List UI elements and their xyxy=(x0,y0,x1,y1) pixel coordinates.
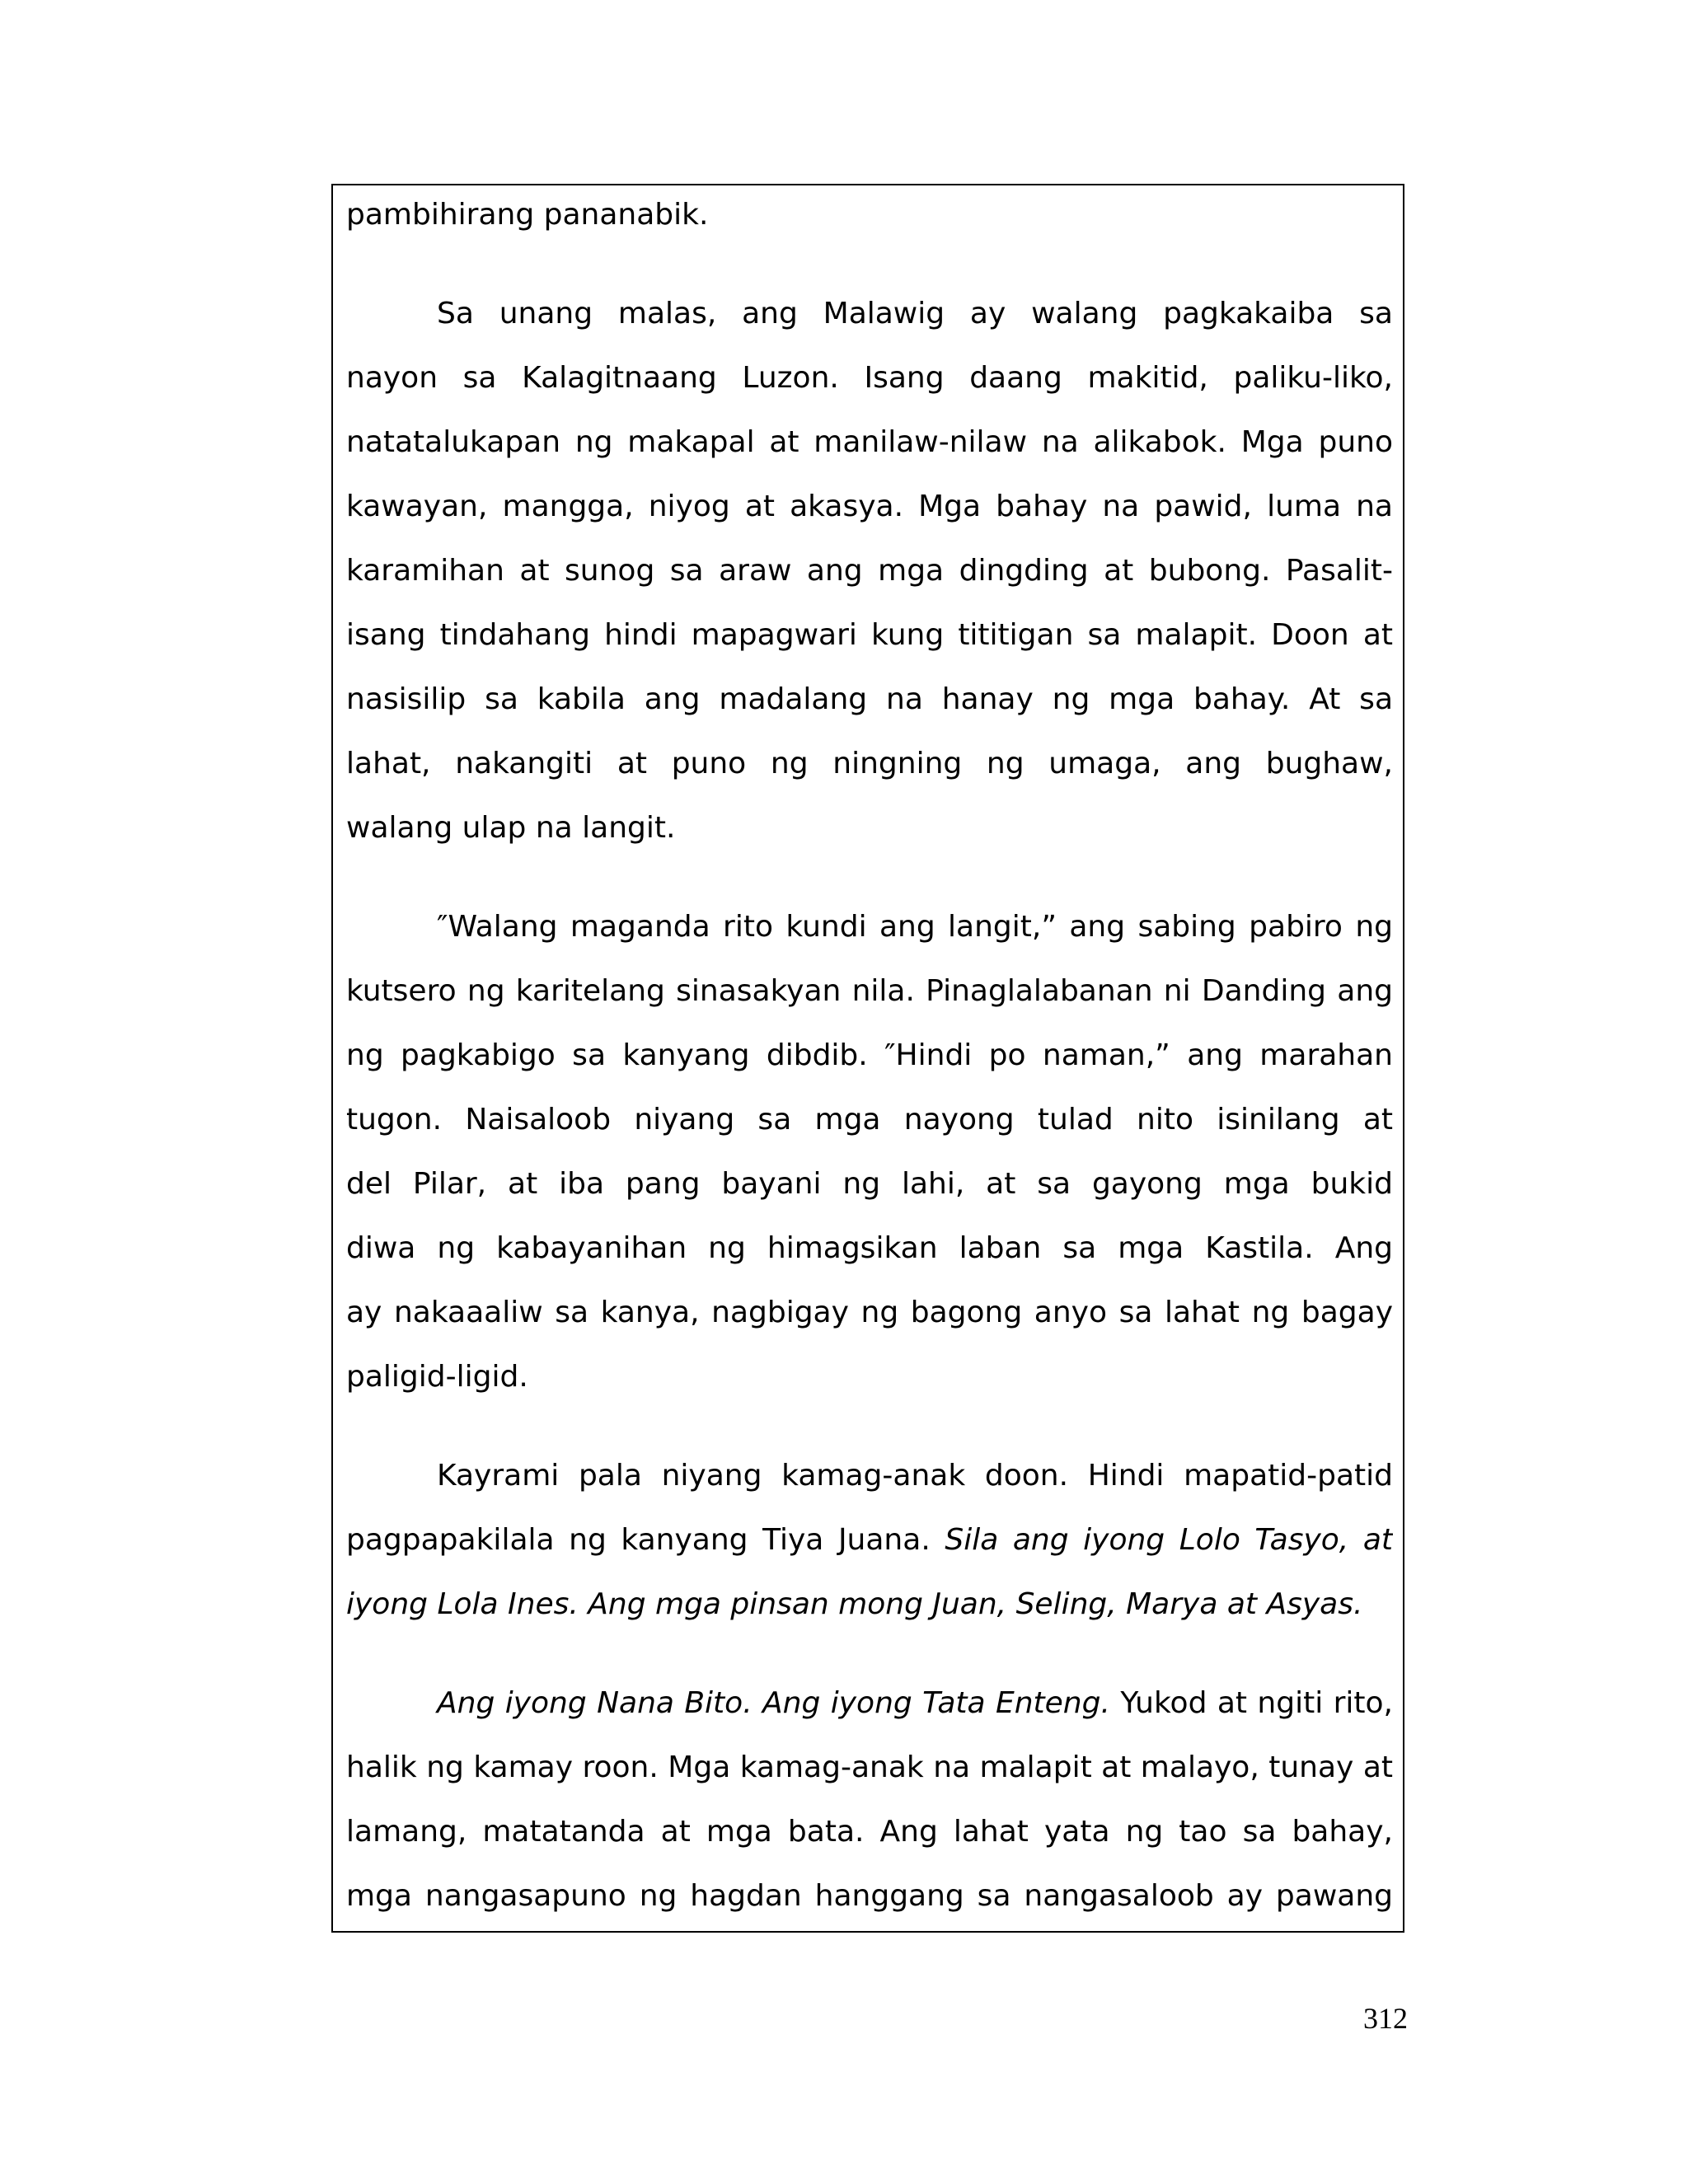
paragraph-line: kawayan, mangga, niyog at akasya. Mga bahay na pawid, luma na xyxy=(346,490,1393,523)
paragraph-line: ng pagkabigo sa kanyang dibdib. ″Hindi po naman,” ang marahan xyxy=(346,1038,1393,1072)
paragraph-line: pambihirang pananabik. xyxy=(346,198,709,232)
paragraph-line: halik ng kamay roon. Mga kamag-anak na malapit at malayo, tunay at xyxy=(346,1750,1393,1784)
paragraph-line: tugon. Naisaloob niyang sa mga nayong tulad nito isinilang at xyxy=(346,1103,1393,1137)
paragraph-line: walang ulap na langit. xyxy=(346,811,676,845)
italic-text: iyong Lola Ines. Ang mga pinsan mong Juan, Seling, Marya at Asyas. xyxy=(346,1587,1363,1621)
paragraph-line: Sa unang malas, ang Malawig ay walang pagkakaiba sa xyxy=(437,297,1393,330)
paragraph-line xyxy=(346,1572,1393,1637)
paragraph-line: nasisilip sa kabila ang madalang na hanay ng mga bahay. At sa xyxy=(346,682,1393,716)
paragraph-line: lahat, nakangiti at puno ng ningning ng umaga, ang bughaw, xyxy=(346,747,1393,780)
paragraph-line xyxy=(346,1508,1393,1572)
paragraph-line: lamang, matatanda at mga bata. Ang lahat yata ng tao sa bahay, xyxy=(346,1815,1393,1849)
paragraph-line: paligid-ligid. xyxy=(346,1360,528,1394)
paragraph-line: kutsero ng karitelang sinasakyan nila. Pinaglalabanan ni Danding ang xyxy=(346,974,1393,1008)
page-body xyxy=(346,183,1393,1929)
italic-text: Sila ang iyong Lolo Tasyo, at xyxy=(945,1523,1393,1557)
page-number: 312 xyxy=(1363,2002,1408,2035)
italic-text: Ang iyong Nana Bito. Ang iyong Tata Enteng. xyxy=(437,1686,1110,1720)
paragraph-text: Yukod at ngiti rito, xyxy=(1109,1686,1393,1720)
paragraph-line: ″Walang maganda rito kundi ang langit,” ang sabing pabiro ng xyxy=(437,910,1393,944)
paragraph-line: diwa ng kabayanihan ng himagsikan laban sa mga Kastila. Ang xyxy=(346,1231,1393,1265)
paragraph-line xyxy=(346,1671,1393,1736)
paragraph-line: natatalukapan ng makapal at manilaw-nilaw na alikabok. Mga puno xyxy=(346,425,1393,459)
paragraph-line: Kayrami pala niyang kamag-anak doon. Hindi mapatid-patid xyxy=(437,1459,1393,1493)
paragraph-line: mga nangasapuno ng hagdan hanggang sa nangasaloob ay pawang xyxy=(346,1879,1393,1913)
paragraph-line: del Pilar, at iba pang bayani ng lahi, at sa gayong mga bukid xyxy=(346,1167,1393,1201)
paragraph-line: isang tindahang hindi mapagwari kung tititigan sa malapit. Doon at xyxy=(346,618,1393,652)
paragraph-line: ay nakaaaliw sa kanya, nagbigay ng bagong anyo sa lahat ng bagay xyxy=(346,1296,1393,1329)
paragraph-text: pagpapakilala ng kanyang Tiya Juana. xyxy=(346,1523,945,1557)
paragraph-line: karamihan at sunog sa araw ang mga dingding at bubong. Pasalit- xyxy=(346,554,1393,588)
paragraph-line: nayon sa Kalagitnaang Luzon. Isang daang makitid, paliku-liko, xyxy=(346,361,1393,395)
